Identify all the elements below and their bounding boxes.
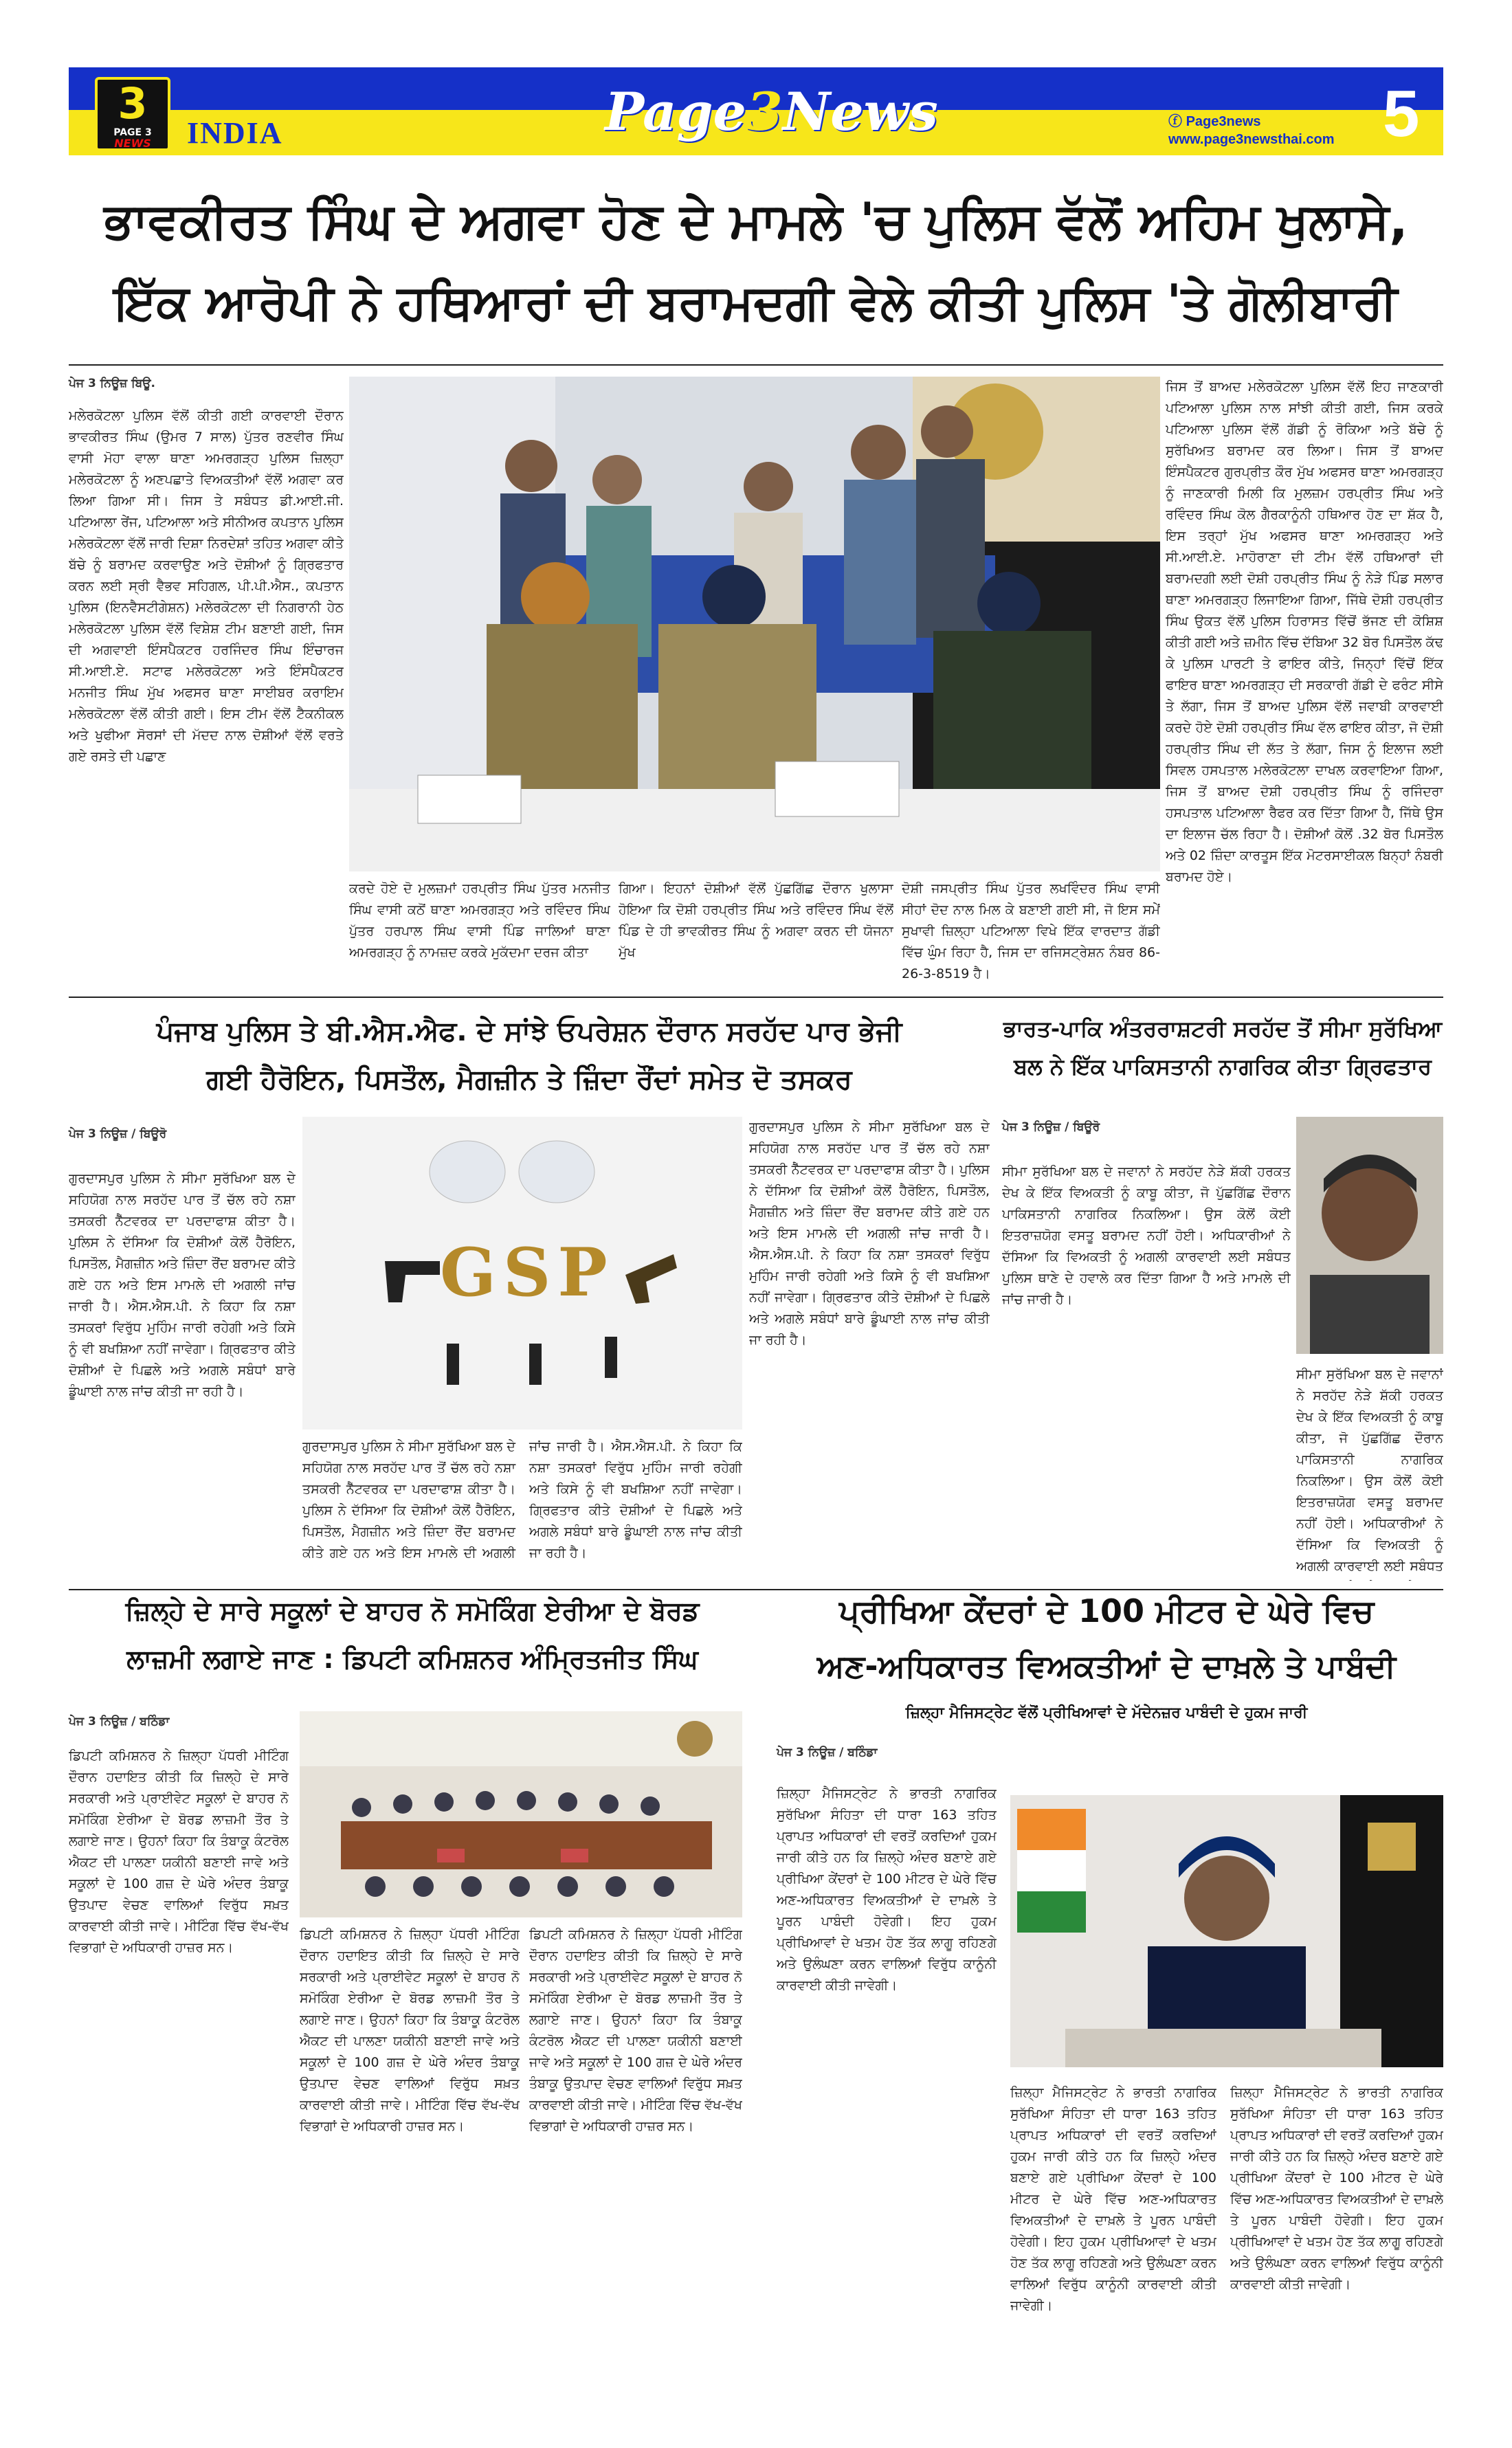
story2-headline-1: ਪੰਜਾਬ ਪੁਲਿਸ ਤੇ ਬੀ.ਐਸ.ਐਫ. ਦੇ ਸਾਂਝੇ ਓਪਰੇਸ਼ਨ ਦੌਰਾਨ ਸਰਹੱਦ ਪਾਰ ਭੇਜੀ bbox=[156, 1016, 902, 1047]
story3-headline-2: ਬਲ ਨੇ ਇੱਕ ਪਾਕਿਸਤਾਨੀ ਨਾਗਰਿਕ ਕੀਤਾ ਗ੍ਰਿਫਤਾਰ bbox=[1014, 1054, 1432, 1080]
brand-pre: Page bbox=[605, 81, 746, 142]
logo-number: 3 bbox=[118, 78, 148, 129]
logo-news-text: NEWS bbox=[114, 137, 151, 150]
story5-body: ਜ਼ਿਲ੍ਹਾ ਮੈਜਿਸਟ੍ਰੇਟ ਨੇ ਭਾਰਤੀ ਨਾਗਰਿਕ ਸੁਰੱਖਿਆ ਸੰਹਿਤਾ ਦੀ ਧਾਰਾ 163 ਤਹਿਤ ਪ੍ਰਾਪਤ ਅਧਿਕਾਰਾਂ ਦੀ ਵਰਤੋਂ ਕਰਦਿਆਂ ਹੁਕਮ ਜਾਰੀ ਕੀਤੇ ਹਨ ਕਿ ਜ਼ਿਲ੍ਹੇ ਅੰਦਰ ਬਣਾਏ ਗਏ ਪ੍ਰੀਖਿਆ ਕੇਂਦਰਾਂ ਦੇ 100 ਮੀਟਰ ਦੇ ਘੇਰੇ ਵਿੱਚ ਅਣ-ਅਧਿਕਾਰਤ ਵਿਅਕਤੀਆਂ ਦੇ ਦਾਖ਼ਲੇ ਤੇ ਪੂਰਨ ਪਾਬੰਦੀ ਹੋਵੇਗੀ। ਇਹ ਹੁਕਮ ਪ੍ਰੀਖਿਆਵਾਂ ਦੇ ਖਤਮ ਹੋਣ ਤੱਕ ਲਾਗੂ ਰਹਿਣਗੇ ਅਤੇ ਉਲੰਘਣਾ ਕਰਨ ਵਾਲਿਆਂ ਵਿਰੁੱਧ ਕਾਨੂੰਨੀ ਕਾਰਵਾਈ ਕੀਤੀ ਜਾਵੇਗੀ। bbox=[777, 1786, 997, 1993]
social-text: Page3news bbox=[1186, 114, 1261, 129]
story5-photo bbox=[1010, 1795, 1443, 2067]
story5-headline-2: ਅਣ-ਅਧਿਕਾਰਤ ਵਿਅਕਤੀਆਂ ਦੇ ਦਾਖ਼ਲੇ ਤੇ ਪਾਬੰਦੀ bbox=[816, 1647, 1397, 1684]
edition-region: INDIA bbox=[187, 116, 283, 150]
brand-post: News bbox=[782, 81, 938, 142]
story2-column-right: ਗੁਰਦਾਸਪੁਰ ਪੁਲਿਸ ਨੇ ਸੀਮਾ ਸੁਰੱਖਿਆ ਬਲ ਦੇ ਸਹਿਯੋਗ ਨਾਲ ਸਰਹੱਦ ਪਾਰ ਤੋਂ ਚੱਲ ਰਹੇ ਨਸ਼ਾ ਤਸਕਰੀ ਨੈੱਟਵਰਕ ਦਾ ਪਰਦਾਫਾਸ਼ ਕੀਤਾ ਹੈ। ਪੁਲਿਸ ਨੇ ਦੱਸਿਆ ਕਿ ਦੋਸ਼ੀਆਂ ਕੋਲੋਂ ਹੈਰੋਇਨ, ਪਿਸਤੌਲ, ਮੈਗਜ਼ੀਨ ਅਤੇ ਜ਼ਿੰਦਾ ਰੌਂਦ ਬਰਾਮਦ ਕੀਤੇ ਗਏ ਹਨ ਅਤੇ ਇਸ ਮਾਮਲੇ ਦੀ ਅਗਲੀ ਜਾਂਚ ਜਾਰੀ ਹੈ। ਐਸ.ਐਸ.ਪੀ. ਨੇ ਕਿਹਾ ਕਿ ਨਸ਼ਾ ਤਸਕਰਾਂ ਵਿਰੁੱਧ ਮੁਹਿੰਮ ਜਾਰੀ ਰਹੇਗੀ ਅਤੇ ਕਿਸੇ ਨੂੰ ਵੀ ਬਖਸ਼ਿਆ ਨਹੀਂ ਜਾਵੇਗਾ। ਗ੍ਰਿਫਤਾਰ ਕੀਤੇ ਦੋਸ਼ੀਆਂ ਦੇ ਪਿਛਲੇ ਅਤੇ ਅਗਲੇ ਸਬੰਧਾਂ ਬਾਰੇ ਡੂੰਘਾਈ ਨਾਲ ਜਾਂਚ ਕੀਤੀ ਜਾ ਰਹੀ ਹੈ। bbox=[749, 1120, 990, 1348]
story5-body-continued-1: ਜ਼ਿਲ੍ਹਾ ਮੈਜਿਸਟ੍ਰੇਟ ਨੇ ਭਾਰਤੀ ਨਾਗਰਿਕ ਸੁਰੱਖਿਆ ਸੰਹਿਤਾ ਦੀ ਧਾਰਾ 163 ਤਹਿਤ ਪ੍ਰਾਪਤ ਅਧਿਕਾਰਾਂ ਦੀ ਵਰਤੋਂ ਕਰਦਿਆਂ ਹੁਕਮ ਜਾਰੀ ਕੀਤੇ ਹਨ ਕਿ ਜ਼ਿਲ੍ਹੇ ਅੰਦਰ ਬਣਾਏ ਗਏ ਪ੍ਰੀਖਿਆ ਕੇਂਦਰਾਂ ਦੇ 100 ਮੀਟਰ ਦੇ ਘੇਰੇ ਵਿੱਚ ਅਣ-ਅਧਿਕਾਰਤ ਵਿਅਕਤੀਆਂ ਦੇ ਦਾਖ਼ਲੇ ਤੇ ਪੂਰਨ ਪਾਬੰਦੀ ਹੋਵੇਗੀ। ਇਹ ਹੁਕਮ ਪ੍ਰੀਖਿਆਵਾਂ ਦੇ ਖਤਮ ਹੋਣ ਤੱਕ ਲਾਗੂ ਰਹਿਣਗੇ ਅਤੇ ਉਲੰਘਣਾ ਕਰਨ ਵਾਲਿਆਂ ਵਿਰੁੱਧ ਕਾਨੂੰਨੀ ਕਾਰਵਾਈ ਕੀਤੀ ਜਾਵੇਗੀ। bbox=[1010, 2085, 1216, 2313]
gsp-cartridges: GSP bbox=[440, 1234, 614, 1311]
lead-headline-1: ਭਾਵਕੀਰਤ ਸਿੰਘ ਦੇ ਅਗਵਾ ਹੋਣ ਦੇ ਮਾਮਲੇ 'ਚ ਪੁਲਿਸ ਵੱਲੋਂ ਅਹਿਮ ਖੁਲਾਸੇ, bbox=[104, 192, 1408, 249]
story4-body-continued-2: ਡਿਪਟੀ ਕਮਿਸ਼ਨਰ ਨੇ ਜ਼ਿਲ੍ਹਾ ਪੱਧਰੀ ਮੀਟਿੰਗ ਦੌਰਾਨ ਹਦਾਇਤ ਕੀਤੀ ਕਿ ਜ਼ਿਲ੍ਹੇ ਦੇ ਸਾਰੇ ਸਰਕਾਰੀ ਅਤੇ ਪ੍ਰਾਈਵੇਟ ਸਕੂਲਾਂ ਦੇ ਬਾਹਰ ਨੋ ਸਮੋਕਿੰਗ ਏਰੀਆ ਦੇ ਬੋਰਡ ਲਾਜ਼ਮੀ ਤੌਰ ਤੇ ਲਗਾਏ ਜਾਣ। ਉਹਨਾਂ ਕਿਹਾ ਕਿ ਤੰਬਾਕੂ ਕੰਟਰੋਲ ਐਕਟ ਦੀ ਪਾਲਣਾ ਯਕੀਨੀ ਬਣਾਈ ਜਾਵੇ ਅਤੇ ਸਕੂਲਾਂ ਦੇ 100 ਗਜ਼ ਦੇ ਘੇਰੇ ਅੰਦਰ ਤੰਬਾਕੂ ਉਤਪਾਦ ਵੇਚਣ ਵਾਲਿਆਂ ਵਿਰੁੱਧ ਸਖ਼ਤ ਕਾਰਵਾਈ ਕੀਤੀ ਜਾਵੇ। ਮੀਟਿੰਗ ਵਿੱਚ ਵੱਖ-ਵੱਖ ਵਿਭਾਗਾਂ ਦੇ ਅਧਿਕਾਰੀ ਹਾਜ਼ਰ ਸਨ। bbox=[529, 1927, 742, 2134]
facebook-icon: ⓕ bbox=[1168, 114, 1186, 129]
website-url: www.page3newsthai.com bbox=[1168, 132, 1335, 147]
story3-byline: ਪੇਜ 3 ਨਿਊਜ਼ / ਬਿਊਰੋ bbox=[1002, 1120, 1100, 1134]
lead-continued-3: ਦੋਸ਼ੀ ਜਸਪ੍ਰੀਤ ਸਿੰਘ ਪੁੱਤਰ ਲਖਵਿੰਦਰ ਸਿੰਘ ਵਾਸੀ ਸੀਹਾਂ ਦੋਦ ਨਾਲ ਮਿਲ ਕੇ ਬਣਾਈ ਗਈ ਸੀ, ਜੋ ਇਸ ਸਮੇਂ ਸੁਖਾਵੀ ਜ਼ਿਲ੍ਹਾ ਪਟਿਆਲਾ ਵਿਖੇ ਇੱਕ ਵਾਰਦਾਤ ਗੱਡੀ ਵਿੱਚ ਘੁੰਮ ਰਿਹਾ ਹੈ, ਜਿਸ ਦਾ ਰਜਿਸਟ੍ਰੇਸ਼ਨ ਨੰਬਰ 86-26-3-8519 ਹੈ। bbox=[902, 881, 1160, 981]
logo-small-text: PAGE 3 bbox=[113, 127, 152, 138]
story4-byline: ਪੇਜ 3 ਨਿਊਜ਼ / ਬਠਿੰਡਾ bbox=[69, 1715, 170, 1728]
divider bbox=[69, 364, 1443, 366]
lead-headline-2: ਇੱਕ ਆਰੋਪੀ ਨੇ ਹਥਿਆਰਾਂ ਦੀ ਬਰਾਮਦਗੀ ਵੇਲੇ ਕੀਤੀ ਪੁਲਿਸ 'ਤੇ ਗੋਲੀਬਾਰੀ bbox=[114, 274, 1398, 331]
lead-continued-2: ਗਿਆ। ਇਹਨਾਂ ਦੋਸ਼ੀਆਂ ਵੱਲੋਂ ਪੁੱਛਗਿੱਛ ਦੌਰਾਨ ਖੁਲਾਸਾ ਹੋਇਆ ਕਿ ਦੋਸ਼ੀ ਹਰਪ੍ਰੀਤ ਸਿੰਘ ਅਤੇ ਰਵਿੰਦਰ ਸਿੰਘ ਵੱਲੋਂ ਪਿੰਡ ਦੇ ਹੀ ਭਾਵਕੀਰਤ ਸਿੰਘ ਨੂੰ ਅਗਵਾ ਕਰਨ ਦੀ ਯੋਜਨਾ ਮੁੱਖ bbox=[619, 881, 893, 960]
story2-headline-2: ਗਈ ਹੈਰੋਇਨ, ਪਿਸਤੌਲ, ਮੈਗਜ਼ੀਨ ਤੇ ਜ਼ਿੰਦਾ ਰੌਂਦਾਂ ਸਮੇਤ ਦੋ ਤਸਕਰ bbox=[206, 1064, 852, 1095]
story3-body-continued: ਸੀਮਾ ਸੁਰੱਖਿਆ ਬਲ ਦੇ ਜਵਾਨਾਂ ਨੇ ਸਰਹੱਦ ਨੇੜੇ ਸ਼ੱਕੀ ਹਰਕਤ ਦੇਖ ਕੇ ਇੱਕ ਵਿਅਕਤੀ ਨੂੰ ਕਾਬੂ ਕੀਤਾ, ਜੋ ਪੁੱਛਗਿੱਛ ਦੌਰਾਨ ਪਾਕਿਸਤਾਨੀ ਨਾਗਰਿਕ ਨਿਕਲਿਆ। ਉਸ ਕੋਲੋਂ ਕੋਈ ਇਤਰਾਜ਼ਯੋਗ ਵਸਤੂ ਬਰਾਮਦ ਨਹੀਂ ਹੋਈ। ਅਧਿਕਾਰੀਆਂ ਨੇ ਦੱਸਿਆ ਕਿ ਵਿਅਕਤੀ ਨੂੰ ਅਗਲੀ ਕਾਰਵਾਈ ਲਈ ਸਬੰਧਤ bbox=[1296, 1367, 1443, 1574]
story3-photo bbox=[1296, 1117, 1443, 1354]
story2-byline: ਪੇਜ 3 ਨਿਊਜ਼ / ਬਿਊਰੋ bbox=[69, 1127, 167, 1141]
lead-column-left: ਮਲੇਰਕੋਟਲਾ ਪੁਲਿਸ ਵੱਲੋਂ ਕੀਤੀ ਗਈ ਕਾਰਵਾਈ ਦੌਰਾਨ ਭਾਵਕੀਰਤ ਸਿੰਘ (ਉਮਰ 7 ਸਾਲ) ਪੁੱਤਰ ਰਣਵੀਰ ਸਿੰਘ ਵਾਸੀ ਮੋਹਾ ਵਾਲਾ ਥਾਣਾ ਅਮਰਗੜ੍ਹ ਪੁਲਿਸ ਜ਼ਿਲ੍ਹਾ ਮਲੇਰਕੋਟਲਾ ਨੂੰ ਅਣਪਛਾਤੇ ਵਿਅਕਤੀਆਂ ਵੱਲੋਂ ਅਗਵਾ ਕਰ ਲਿਆ ਗਿਆ ਸੀ। ਜਿਸ ਤੇ ਸਬੰਧਤ ਡੀ.ਆਈ.ਜੀ. ਪਟਿਆਲਾ ਰੇਂਜ, ਪਟਿਆਲਾ ਅਤੇ ਸੀਨੀਅਰ ਕਪਤਾਨ ਪੁਲਿਸ ਮਲੇਰਕੋਟਲਾ ਵੱਲੋਂ ਜਾਰੀ ਦਿਸ਼ਾ ਨਿਰਦੇਸ਼ਾਂ ਤਹਿਤ ਅਗਵਾ ਕੀਤੇ ਬੱਚੇ ਨੂੰ ਬਰਾਮਦ ਕਰਵਾਉਣ ਅਤੇ ਦੋਸ਼ੀਆਂ ਨੂੰ ਗ੍ਰਿਫਤਾਰ ਕਰਨ ਲਈ ਸ੍ਰੀ ਵੈਭਵ ਸਹਿਗਲ, ਪੀ.ਪੀ.ਐਸ., ਕਪਤਾਨ ਪੁਲਿਸ (ਇਨਵੈਸਟੀਗੇਸ਼ਨ) ਮਲੇਰਕੋਟਲਾ ਦੀ ਨਿਗਰਾਨੀ ਹੇਠ ਮਲੇਰਕੋਟਲਾ ਪੁਲਿਸ ਵੱਲੋਂ ਵਿਸ਼ੇਸ਼ ਟੀਮ ਬਣਾਈ ਗਈ, ਜਿਸ ਦੀ ਅਗਵਾਈ ਇੰਸਪੈਕਟਰ ਹਰਜਿੰਦਰ ਸਿੰਘ ਇੰਚਾਰਜ ਸੀ.ਆਈ.ਏ. ਸਟਾਫ ਮਲੇਰਕੋਟਲਾ ਅਤੇ ਇੰਸਪੈਕਟਰ ਮਨਜੀਤ ਸਿੰਘ ਮੁੱਖ ਅਫਸਰ ਥਾਣਾ ਸਾਈਬਰ ਕਰਾਇਮ ਮਲੇਰਕੋਟਲਾ ਵੱਲੋਂ ਕੀਤੀ ਗਈ। ਇਸ ਟੀਮ ਵੱਲੋਂ ਟੈਕਨੀਕਲ ਅਤੇ ਖੁਫੀਆ ਸੋਰਸਾਂ ਦੀ ਮੱਦਦ ਨਾਲ ਦੋਸ਼ੀਆਂ ਵੱਲੋਂ ਵਰਤੇ ਗਏ ਰਸਤੇ ਦੀ ਪਛਾਣ bbox=[69, 408, 344, 764]
story3-body: ਸੀਮਾ ਸੁਰੱਖਿਆ ਬਲ ਦੇ ਜਵਾਨਾਂ ਨੇ ਸਰਹੱਦ ਨੇੜੇ ਸ਼ੱਕੀ ਹਰਕਤ ਦੇਖ ਕੇ ਇੱਕ ਵਿਅਕਤੀ ਨੂੰ ਕਾਬੂ ਕੀਤਾ, ਜੋ ਪੁੱਛਗਿੱਛ ਦੌਰਾਨ ਪਾਕਿਸਤਾਨੀ ਨਾਗਰਿਕ ਨਿਕਲਿਆ। ਉਸ ਕੋਲੋਂ ਕੋਈ ਇਤਰਾਜ਼ਯੋਗ ਵਸਤੂ ਬਰਾਮਦ ਨਹੀਂ ਹੋਈ। ਅਧਿਕਾਰੀਆਂ ਨੇ ਦੱਸਿਆ ਕਿ ਵਿਅਕਤੀ ਨੂੰ ਅਗਲੀ ਕਾਰਵਾਈ ਲਈ ਸਬੰਧਤ ਪੁਲਿਸ ਥਾਣੇ ਦੇ ਹਵਾਲੇ ਕਰ ਦਿੱਤਾ ਗਿਆ ਹੈ ਅਤੇ ਮਾਮਲੇ ਦੀ ਜਾਂਚ ਜਾਰੀ ਹੈ। bbox=[1002, 1164, 1291, 1307]
story5-byline: ਪੇਜ 3 ਨਿਊਜ਼ / ਬਠਿੰਡਾ bbox=[777, 1746, 878, 1759]
story5-headline-1: ਪ੍ਰੀਖਿਆ ਕੇਂਦਰਾਂ ਦੇ 100 ਮੀਟਰ ਦੇ ਘੇਰੇ ਵਿਚ bbox=[839, 1592, 1374, 1629]
lead-photo bbox=[349, 377, 1160, 871]
divider bbox=[69, 1589, 1443, 1590]
story4-body-continued-1: ਡਿਪਟੀ ਕਮਿਸ਼ਨਰ ਨੇ ਜ਼ਿਲ੍ਹਾ ਪੱਧਰੀ ਮੀਟਿੰਗ ਦੌਰਾਨ ਹਦਾਇਤ ਕੀਤੀ ਕਿ ਜ਼ਿਲ੍ਹੇ ਦੇ ਸਾਰੇ ਸਰਕਾਰੀ ਅਤੇ ਪ੍ਰਾਈਵੇਟ ਸਕੂਲਾਂ ਦੇ ਬਾਹਰ ਨੋ ਸਮੋਕਿੰਗ ਏਰੀਆ ਦੇ ਬੋਰਡ ਲਾਜ਼ਮੀ ਤੌਰ ਤੇ ਲਗਾਏ ਜਾਣ। ਉਹਨਾਂ ਕਿਹਾ ਕਿ ਤੰਬਾਕੂ ਕੰਟਰੋਲ ਐਕਟ ਦੀ ਪਾਲਣਾ ਯਕੀਨੀ ਬਣਾਈ ਜਾਵੇ ਅਤੇ ਸਕੂਲਾਂ ਦੇ 100 ਗਜ਼ ਦੇ ਘੇਰੇ ਅੰਦਰ ਤੰਬਾਕੂ ਉਤਪਾਦ ਵੇਚਣ ਵਾਲਿਆਂ ਵਿਰੁੱਧ ਸਖ਼ਤ ਕਾਰਵਾਈ ਕੀਤੀ ਜਾਵੇ। ਮੀਟਿੰਗ ਵਿੱਚ ਵੱਖ-ਵੱਖ ਵਿਭਾਗਾਂ ਦੇ ਅਧਿਕਾਰੀ ਹਾਜ਼ਰ ਸਨ। bbox=[300, 1927, 520, 2134]
divider bbox=[69, 997, 1443, 998]
story3-headline-1: ਭਾਰਤ-ਪਾਕਿ ਅੰਤਰਰਾਸ਼ਟਰੀ ਸਰਹੱਦ ਤੋਂ ਸੀਮਾ ਸੁਰੱਖਿਆ bbox=[1003, 1016, 1443, 1042]
brand-num: 3 bbox=[746, 81, 783, 142]
lead-continued-1: ਕਰਦੇ ਹੋਏ ਦੋ ਮੁਲਜ਼ਮਾਂ ਹਰਪ੍ਰੀਤ ਸਿੰਘ ਪੁੱਤਰ ਮਨਜੀਤ ਸਿੰਘ ਵਾਸੀ ਕਠੋਂ ਥਾਣਾ ਅਮਰਗੜ੍ਹ ਅਤੇ ਰਵਿੰਦਰ ਸਿੰਘ ਪੁੱਤਰ ਹਰਪਾਲ ਸਿੰਘ ਵਾਸੀ ਪਿੰਡ ਜਾਲਿਆਂ ਥਾਣਾ ਅਮਰਗੜ੍ਹ ਨੂੰ ਨਾਮਜ਼ਦ ਕਰਕੇ ਮੁਕੱਦਮਾ ਦਰਜ ਕੀਤਾ bbox=[349, 881, 610, 960]
lead-column-right: ਜਿਸ ਤੋਂ ਬਾਅਦ ਮਲੇਰਕੋਟਲਾ ਪੁਲਿਸ ਵੱਲੋਂ ਇਹ ਜਾਣਕਾਰੀ ਪਟਿਆਲਾ ਪੁਲਿਸ ਨਾਲ ਸਾਂਝੀ ਕੀਤੀ ਗਈ, ਜਿਸ ਕਰਕੇ ਪਟਿਆਲਾ ਪੁਲਿਸ ਵੱਲੋਂ ਗੱਡੀ ਨੂੰ ਰੋਕਿਆ ਅਤੇ ਬੱਚੇ ਨੂੰ ਸੁਰੱਖਿਅਤ ਬਰਾਮਦ ਕਰ ਲਿਆ। ਜਿਸ ਤੋਂ ਬਾਅਦ ਇੰਸਪੈਕਟਰ ਗੁਰਪ੍ਰੀਤ ਕੌਰ ਮੁੱਖ ਅਫਸਰ ਥਾਣਾ ਅਮਰਗੜ੍ਹ ਨੂੰ ਜਾਣਕਾਰੀ ਮਿਲੀ ਕਿ ਮੁਲਜ਼ਮ ਹਰਪ੍ਰੀਤ ਸਿੰਘ ਅਤੇ ਰਵਿੰਦਰ ਸਿੰਘ ਕੋਲ ਗੈਰਕਾਨੂੰਨੀ ਹਥਿਆਰ ਹੋਣ ਦਾ ਸ਼ੱਕ ਹੈ, ਇਸ ਤਰ੍ਹਾਂ ਮੁੱਖ ਅਫਸਰ ਥਾਣਾ ਅਮਰਗੜ੍ਹ ਅਤੇ ਸੀ.ਆਈ.ਏ. ਮਾਹੋਰਾਣਾ ਦੀ ਟੀਮ ਵੱਲੋਂ ਹਥਿਆਰਾਂ ਦੀ ਬਰਾਮਦਗੀ ਲਈ ਦੋਸ਼ੀ ਹਰਪ੍ਰੀਤ ਸਿੰਘ ਨੂੰ ਨੇੜੇ ਪਿੰਡ ਸਲਾਰ ਥਾਣਾ ਅਮਰਗੜ੍ਹ ਲਿਜਾਇਆ ਗਿਆ, ਜਿੱਥੇ ਦੋਸ਼ੀ ਹਰਪ੍ਰੀਤ ਸਿੰਘ ਉਕਤ ਵੱਲੋਂ ਪੁਲਿਸ ਹਿਰਾਸਤ ਵਿੱਚੋਂ ਭੱਜਣ ਦੀ ਕੋਸ਼ਿਸ਼ ਕੀਤੀ ਗਈ ਅਤੇ ਜ਼ਮੀਨ ਵਿੱਚ ਦੱਬਿਆ 32 ਬੋਰ ਪਿਸਤੌਲ ਕੱਢ ਕੇ ਪੁਲਿਸ ਪਾਰਟੀ ਤੇ ਫਾਇਰ ਕੀਤੇ, ਜਿਨ੍ਹਾਂ ਵਿੱਚੋਂ ਇੱਕ ਫਾਇਰ ਥਾਣਾ ਅਮਰਗੜ੍ਹ ਦੀ ਸਰਕਾਰੀ ਗੱਡੀ ਦੇ ਫਰੰਟ ਸੀਸੇ ਤੇ ਲੱਗਾ, ਜਿਸ ਤੋਂ ਬਾਅਦ ਪੁਲਿਸ ਵੱਲੋਂ ਜਵਾਬੀ ਕਾਰਵਾਈ ਕਰਦੇ ਹੋਏ ਦੋਸ਼ੀ ਹਰਪ੍ਰੀਤ ਸਿੰਘ ਵੱਲ ਫਾਇਰ ਕੀਤਾ, ਜੋ ਦੋਸ਼ੀ ਹਰਪ੍ਰੀਤ ਸਿੰਘ ਦੀ ਲੱਤ ਤੇ ਲੱਗਾ, ਜਿਸ ਨੂੰ ਇਲਾਜ ਲਈ ਸਿਵਲ ਹਸਪਤਾਲ ਮਲੇਰਕੋਟਲਾ ਦਾਖਲ ਕਰਵਾਇਆ ਗਿਆ, ਜਿਸ ਤੋਂ ਬਾਅਦ ਦੋਸ਼ੀ ਹਰਪ੍ਰੀਤ ਸਿੰਘ ਨੂੰ ਰਜਿੰਦਰਾ ਹਸਪਤਾਲ ਪਟਿਆਲਾ ਰੈਫਰ ਕਰ ਦਿੱਤਾ ਗਿਆ ਹੈ, ਜਿੱਥੇ ਉਸ ਦਾ ਇਲਾਜ ਚੱਲ ਰਿਹਾ ਹੈ। ਦੋਸ਼ੀਆਂ ਕੋਲੋਂ .32 ਬੋਰ ਪਿਸਤੌਲ ਅਤੇ 02 ਜ਼ਿੰਦਾ ਕਾਰਤੂਸ ਇੱਕ ਮੋਟਰਸਾਈਕਲ ਬਿਨ੍ਹਾਂ ਨੰਬਰੀ ਬਰਾਮਦ ਹੋਏ। bbox=[1166, 379, 1443, 884]
story4-photo bbox=[300, 1711, 742, 1917]
story4-headline-2: ਲਾਜ਼ਮੀ ਲਗਾਏ ਜਾਣ : ਡਿਪਟੀ ਕਮਿਸ਼ਨਰ ਅੰਮ੍ਰਿਤਜੀਤ ਸਿੰਘ bbox=[126, 1644, 698, 1674]
story2-body: ਗੁਰਦਾਸਪੁਰ ਪੁਲਿਸ ਨੇ ਸੀਮਾ ਸੁਰੱਖਿਆ ਬਲ ਦੇ ਸਹਿਯੋਗ ਨਾਲ ਸਰਹੱਦ ਪਾਰ ਤੋਂ ਚੱਲ ਰਹੇ ਨਸ਼ਾ ਤਸਕਰੀ ਨੈੱਟਵਰਕ ਦਾ ਪਰਦਾਫਾਸ਼ ਕੀਤਾ ਹੈ। ਪੁਲਿਸ ਨੇ ਦੱਸਿਆ ਕਿ ਦੋਸ਼ੀਆਂ ਕੋਲੋਂ ਹੈਰੋਇਨ, ਪਿਸਤੌਲ, ਮੈਗਜ਼ੀਨ ਅਤੇ ਜ਼ਿੰਦਾ ਰੌਂਦ ਬਰਾਮਦ ਕੀਤੇ ਗਏ ਹਨ ਅਤੇ ਇਸ ਮਾਮਲੇ ਦੀ ਅਗਲੀ ਜਾਂਚ ਜਾਰੀ ਹੈ। ਐਸ.ਐਸ.ਪੀ. ਨੇ ਕਿਹਾ ਕਿ ਨਸ਼ਾ ਤਸਕਰਾਂ ਵਿਰੁੱਧ ਮੁਹਿੰਮ ਜਾਰੀ ਰਹੇਗੀ ਅਤੇ ਕਿਸੇ ਨੂੰ ਵੀ ਬਖਸ਼ਿਆ ਨਹੀਂ ਜਾਵੇਗਾ। ਗ੍ਰਿਫਤਾਰ ਕੀਤੇ ਦੋਸ਼ੀਆਂ ਦੇ ਪਿਛਲੇ ਅਤੇ ਅਗਲੇ ਸਬੰਧਾਂ ਬਾਰੇ ਡੂੰਘਾਈ ਨਾਲ ਜਾਂਚ ਕੀਤੀ ਜਾ ਰਹੀ ਹੈ। bbox=[69, 1171, 296, 1399]
page3-logo bbox=[95, 77, 170, 151]
social-handle bbox=[1168, 110, 1261, 130]
story2-body-continued: ਗੁਰਦਾਸਪੁਰ ਪੁਲਿਸ ਨੇ ਸੀਮਾ ਸੁਰੱਖਿਆ ਬਲ ਦੇ ਸਹਿਯੋਗ ਨਾਲ ਸਰਹੱਦ ਪਾਰ ਤੋਂ ਚੱਲ ਰਹੇ ਨਸ਼ਾ ਤਸਕਰੀ ਨੈੱਟਵਰਕ ਦਾ ਪਰਦਾਫਾਸ਼ ਕੀਤਾ ਹੈ। ਪੁਲਿਸ ਨੇ ਦੱਸਿਆ ਕਿ ਦੋਸ਼ੀਆਂ ਕੋਲੋਂ ਹੈਰੋਇਨ, ਪਿਸਤੌਲ, ਮੈਗਜ਼ੀਨ ਅਤੇ ਜ਼ਿੰਦਾ ਰੌਂਦ ਬਰਾਮਦ ਕੀਤੇ ਗਏ ਹਨ ਅਤੇ ਇਸ ਮਾਮਲੇ ਦੀ ਅਗਲੀ ਜਾਂਚ ਜਾਰੀ ਹੈ। ਐਸ.ਐਸ.ਪੀ. ਨੇ ਕਿਹਾ ਕਿ ਨਸ਼ਾ ਤਸਕਰਾਂ ਵਿਰੁੱਧ ਮੁਹਿੰਮ ਜਾਰੀ ਰਹੇਗੀ ਅਤੇ ਕਿਸੇ ਨੂੰ ਵੀ ਬਖਸ਼ਿਆ ਨਹੀਂ ਜਾਵੇਗਾ। ਗ੍ਰਿਫਤਾਰ ਕੀਤੇ ਦੋਸ਼ੀਆਂ ਦੇ ਪਿਛਲੇ ਅਤੇ ਅਗਲੇ ਸਬੰਧਾਂ ਬਾਰੇ ਡੂੰਘਾਈ ਨਾਲ ਜਾਂਚ ਕੀਤੀ ਜਾ ਰਹੀ ਹੈ। bbox=[302, 1439, 742, 1561]
story2-photo bbox=[302, 1117, 742, 1429]
story5-deck: ਜ਼ਿਲ੍ਹਾ ਮੈਜਿਸਟ੍ਰੇਟ ਵੱਲੋਂ ਪ੍ਰੀਖਿਆਵਾਂ ਦੇ ਮੱਦੇਨਜ਼ਰ ਪਾਬੰਦੀ ਦੇ ਹੁਕਮ ਜਾਰੀ bbox=[905, 1704, 1308, 1722]
story5-body-continued-2: ਜ਼ਿਲ੍ਹਾ ਮੈਜਿਸਟ੍ਰੇਟ ਨੇ ਭਾਰਤੀ ਨਾਗਰਿਕ ਸੁਰੱਖਿਆ ਸੰਹਿਤਾ ਦੀ ਧਾਰਾ 163 ਤਹਿਤ ਪ੍ਰਾਪਤ ਅਧਿਕਾਰਾਂ ਦੀ ਵਰਤੋਂ ਕਰਦਿਆਂ ਹੁਕਮ ਜਾਰੀ ਕੀਤੇ ਹਨ ਕਿ ਜ਼ਿਲ੍ਹੇ ਅੰਦਰ ਬਣਾਏ ਗਏ ਪ੍ਰੀਖਿਆ ਕੇਂਦਰਾਂ ਦੇ 100 ਮੀਟਰ ਦੇ ਘੇਰੇ ਵਿੱਚ ਅਣ-ਅਧਿਕਾਰਤ ਵਿਅਕਤੀਆਂ ਦੇ ਦਾਖ਼ਲੇ ਤੇ ਪੂਰਨ ਪਾਬੰਦੀ ਹੋਵੇਗੀ। ਇਹ ਹੁਕਮ ਪ੍ਰੀਖਿਆਵਾਂ ਦੇ ਖਤਮ ਹੋਣ ਤੱਕ ਲਾਗੂ ਰਹਿਣਗੇ ਅਤੇ ਉਲੰਘਣਾ ਕਰਨ ਵਾਲਿਆਂ ਵਿਰੁੱਧ ਕਾਨੂੰਨੀ ਕਾਰਵਾਈ ਕੀਤੀ ਜਾਵੇਗੀ। bbox=[1230, 2085, 1443, 2292]
page-number: 5 bbox=[1383, 77, 1420, 151]
brand-name bbox=[605, 81, 938, 142]
story4-headline-1: ਜ਼ਿਲ੍ਹੇ ਦੇ ਸਾਰੇ ਸਕੂਲਾਂ ਦੇ ਬਾਹਰ ਨੋ ਸਮੋਕਿੰਗ ਏਰੀਆ ਦੇ ਬੋਰਡ bbox=[125, 1596, 700, 1626]
lead-byline: ਪੇਜ 3 ਨਿਊਜ਼ ਬਿਊ. bbox=[69, 377, 155, 390]
story4-body: ਡਿਪਟੀ ਕਮਿਸ਼ਨਰ ਨੇ ਜ਼ਿਲ੍ਹਾ ਪੱਧਰੀ ਮੀਟਿੰਗ ਦੌਰਾਨ ਹਦਾਇਤ ਕੀਤੀ ਕਿ ਜ਼ਿਲ੍ਹੇ ਦੇ ਸਾਰੇ ਸਰਕਾਰੀ ਅਤੇ ਪ੍ਰਾਈਵੇਟ ਸਕੂਲਾਂ ਦੇ ਬਾਹਰ ਨੋ ਸਮੋਕਿੰਗ ਏਰੀਆ ਦੇ ਬੋਰਡ ਲਾਜ਼ਮੀ ਤੌਰ ਤੇ ਲਗਾਏ ਜਾਣ। ਉਹਨਾਂ ਕਿਹਾ ਕਿ ਤੰਬਾਕੂ ਕੰਟਰੋਲ ਐਕਟ ਦੀ ਪਾਲਣਾ ਯਕੀਨੀ ਬਣਾਈ ਜਾਵੇ ਅਤੇ ਸਕੂਲਾਂ ਦੇ 100 ਗਜ਼ ਦੇ ਘੇਰੇ ਅੰਦਰ ਤੰਬਾਕੂ ਉਤਪਾਦ ਵੇਚਣ ਵਾਲਿਆਂ ਵਿਰੁੱਧ ਸਖ਼ਤ ਕਾਰਵਾਈ ਕੀਤੀ ਜਾਵੇ। ਮੀਟਿੰਗ ਵਿੱਚ ਵੱਖ-ਵੱਖ ਵਿਭਾਗਾਂ ਦੇ ਅਧਿਕਾਰੀ ਹਾਜ਼ਰ ਸਨ। bbox=[69, 1748, 289, 1955]
